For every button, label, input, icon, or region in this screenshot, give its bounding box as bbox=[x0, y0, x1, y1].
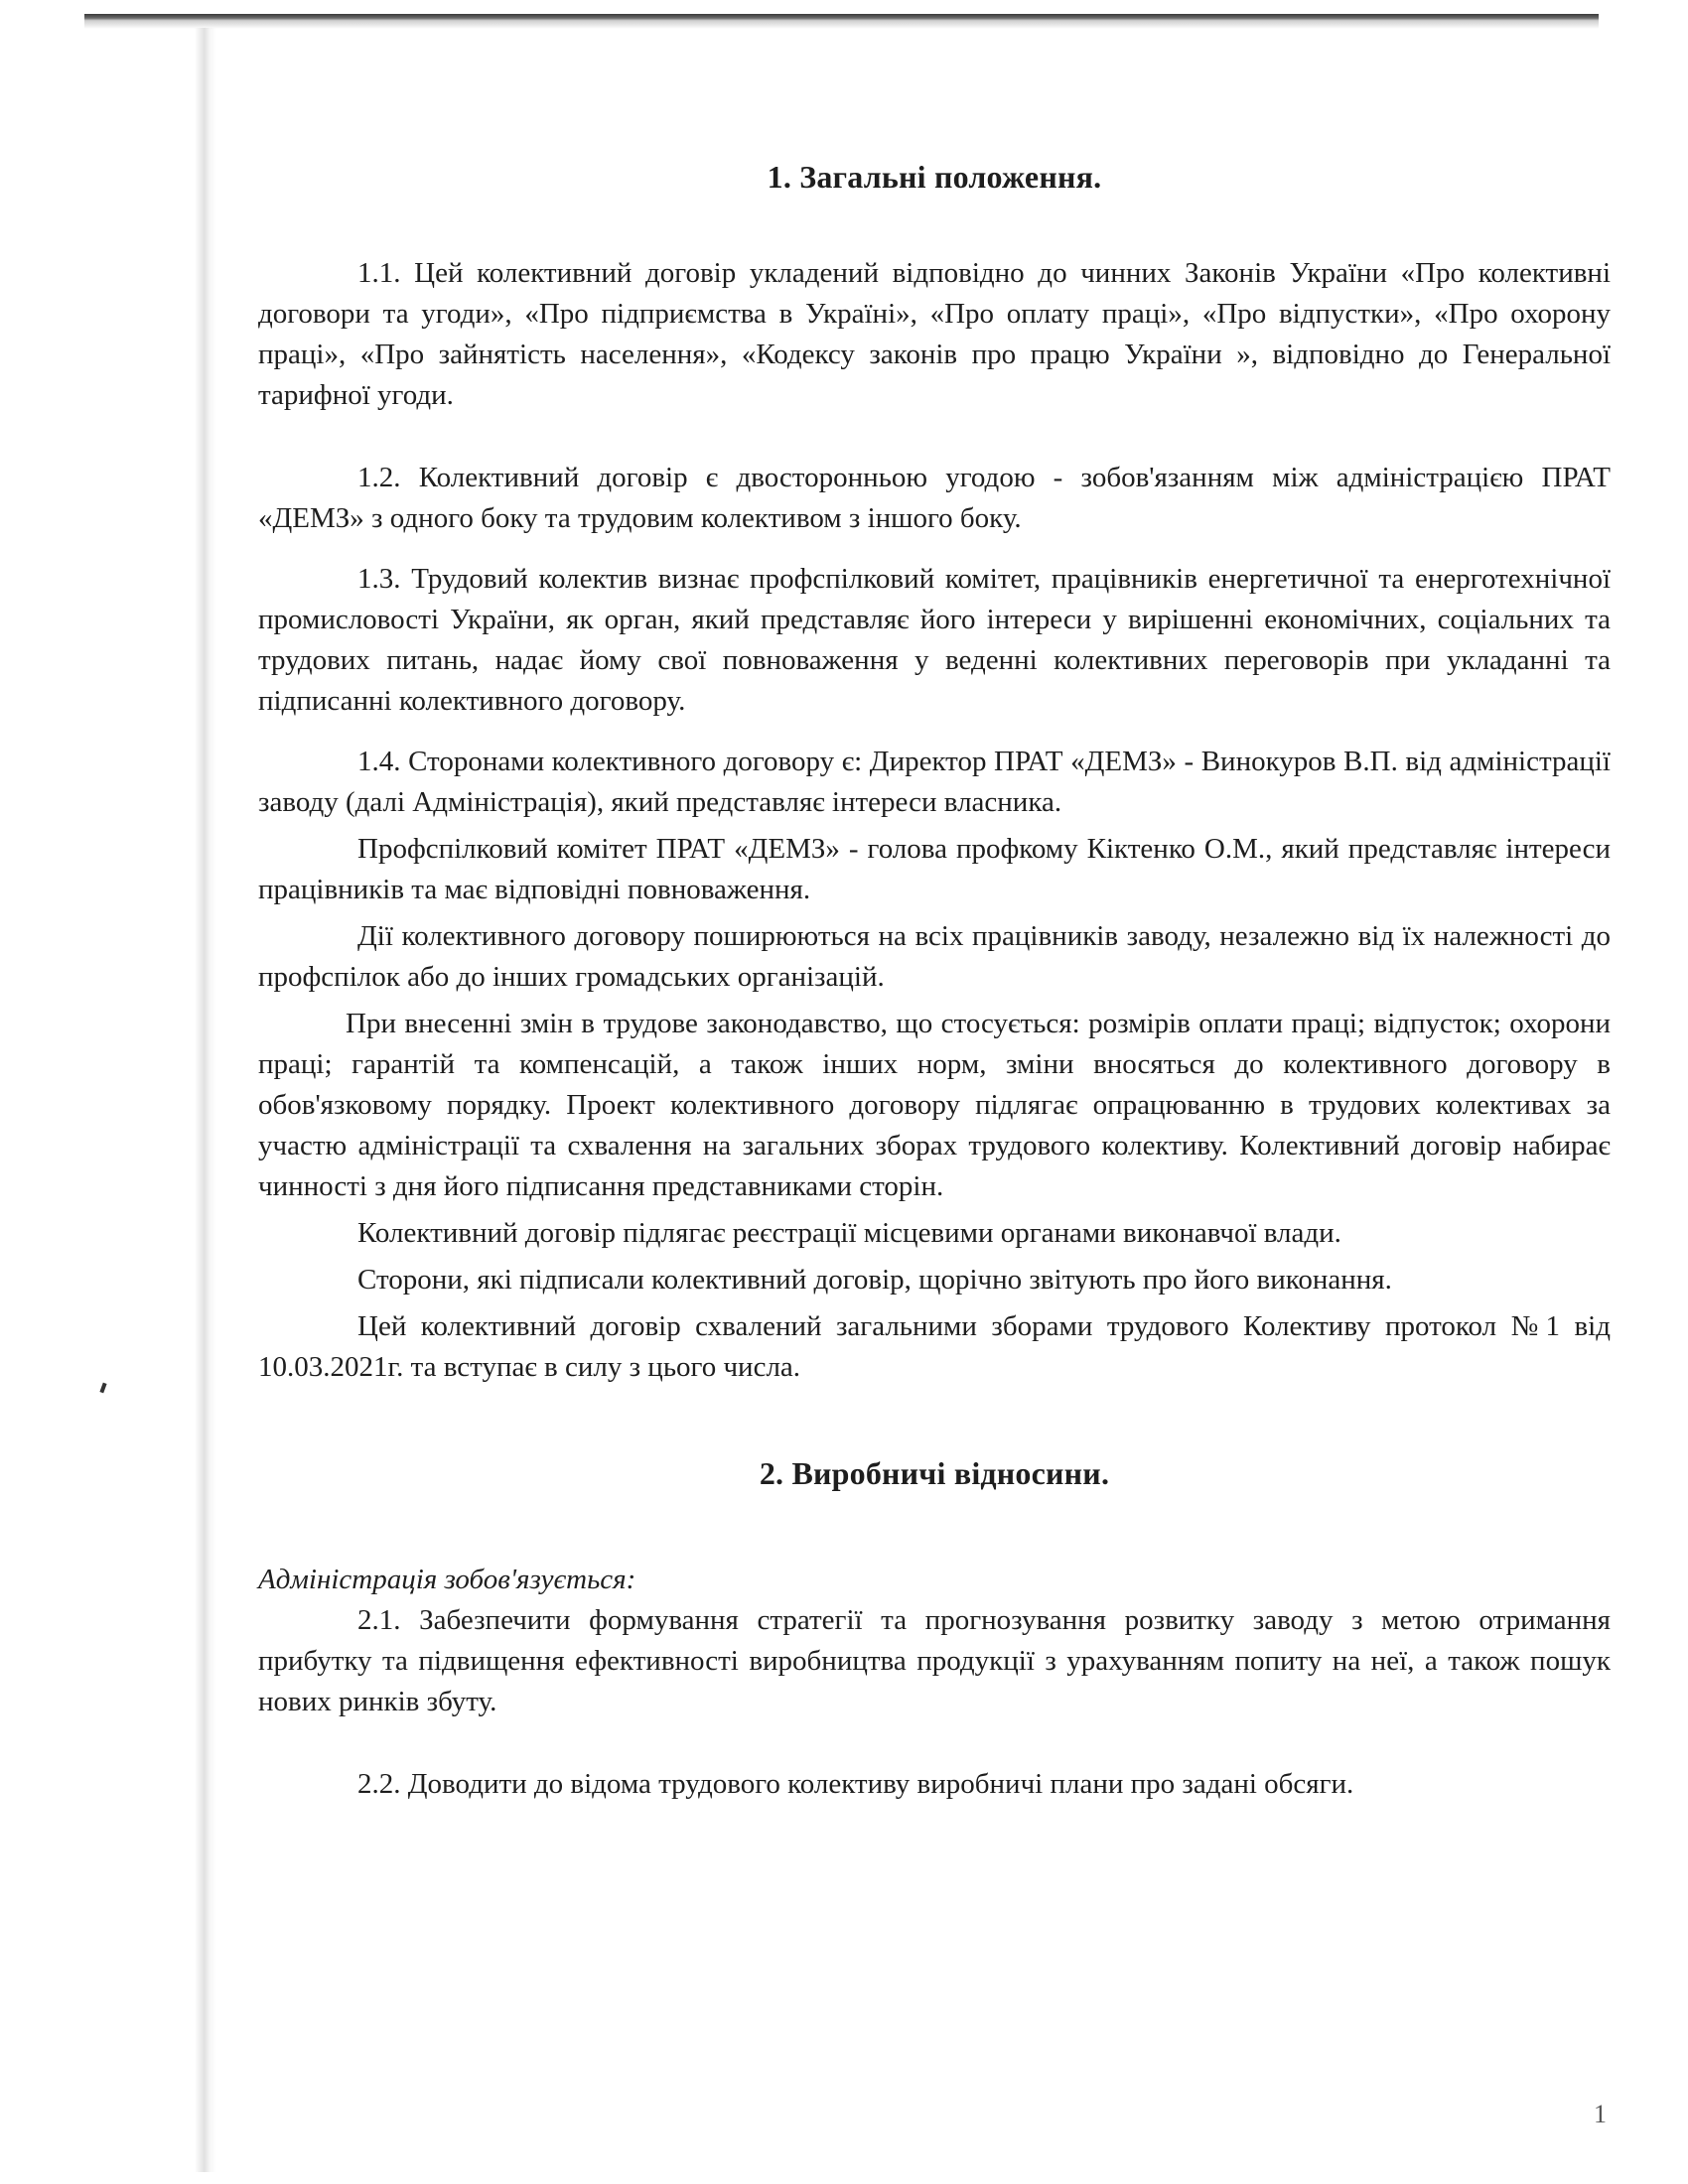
paragraph-1-3: 1.3. Трудовий колектив визнає профспілковий комітет, працівників енергетичної та енерготехнічної промисловості України, як орган, який представляє його інтереси у вирішенні економічних, соціальних та трудових питань, надає йому свої повноваження у веденні колективних переговорів при укладанні та підписанні колективного договору. bbox=[258, 563, 1611, 717]
scan-mark bbox=[99, 1383, 106, 1394]
paragraph-1-4: 1.4. Сторонами колективного договору є: Директор ПРАТ «ДЕМЗ» - Винокуров В.П. від адміністрації заводу (далі Адміністрація), який представляє інтереси власника. bbox=[258, 746, 1611, 818]
paragraph-1-2: 1.2. Колективний договір є двосторонньою угодою - зобов'язанням між адміністрацією ПРАТ «ДЕМЗ» з одного боку та трудовим колективом з іншого боку. bbox=[258, 462, 1611, 534]
scan-top-edge bbox=[84, 14, 1599, 21]
paragraph-scope: Дії колективного договору поширюються на всіх працівників заводу, незалежно від їх належності до профспілок або до інших громадських організацій. bbox=[258, 920, 1611, 993]
paragraph-2-2: 2.2. Доводити до відома трудового колективу виробничі плани про задані обсяги. bbox=[357, 1768, 1354, 1800]
scan-top-shadow bbox=[84, 21, 1599, 29]
paragraph-2-1: 2.1. Забезпечити формування стратегії та прогнозування розвитку заводу з метою отримання прибутку та підвищення ефективності виробництва продукції з урахуванням попиту на неї, а також пошук нових ринків збуту. bbox=[258, 1604, 1611, 1717]
section-1-title: 1. Загальні положення. bbox=[767, 159, 1102, 195]
administration-commits-lead: Адміністрація зобов'язується: bbox=[258, 1564, 636, 1595]
paragraph-union-committee: Профспілковий комітет ПРАТ «ДЕМЗ» - голова профкому Кіктенко О.М., який представляє інтереси працівників та має відповідні повноваження. bbox=[258, 833, 1611, 905]
paragraph-legislation-changes: При внесенні змін в трудове законодавство, що стосується: розмірів оплати праці; відпусток; охорони праці; гарантій та компенсацій, а також інших норм, зміни вносяться до колективного договору в обов'язковому порядку. Проект колективного договору підлягає опрацюванню в трудових колективах за участю адміністрації та схвалення на загальних зборах трудового колективу. Колективний договір набирає чинності з дня його підписання представниками сторін. bbox=[258, 1008, 1611, 1202]
scan-left-fold bbox=[195, 28, 216, 2172]
page-number: 1 bbox=[1594, 2100, 1607, 2128]
paragraph-registration: Колективний договір підлягає реєстрації місцевими органами виконавчої влади. bbox=[357, 1217, 1341, 1249]
paragraph-approval: Цей колективний договір схвалений загальними зборами трудового Колективу протокол №1 від 10.03.2021г. та вступає в силу з цього числа. bbox=[258, 1310, 1611, 1383]
document-page bbox=[258, 159, 1611, 1805]
section-2-title: 2. Виробничі відносини. bbox=[759, 1455, 1110, 1491]
paragraph-1-1: 1.1. Цей колективний договір укладений відповідно до чинних Законів України «Про колективні договори та угоди», «Про підприємства в Україні», «Про оплату праці», «Про відпустки», «Про охорону праці», «Про зайнятість населення», «Кодексу законів про працю України », відповідно до Генеральної тарифної угоди. bbox=[258, 257, 1611, 411]
paragraph-annual-report: Сторони, які підписали колективний договір, щорічно звітують про його виконання. bbox=[357, 1264, 1392, 1296]
